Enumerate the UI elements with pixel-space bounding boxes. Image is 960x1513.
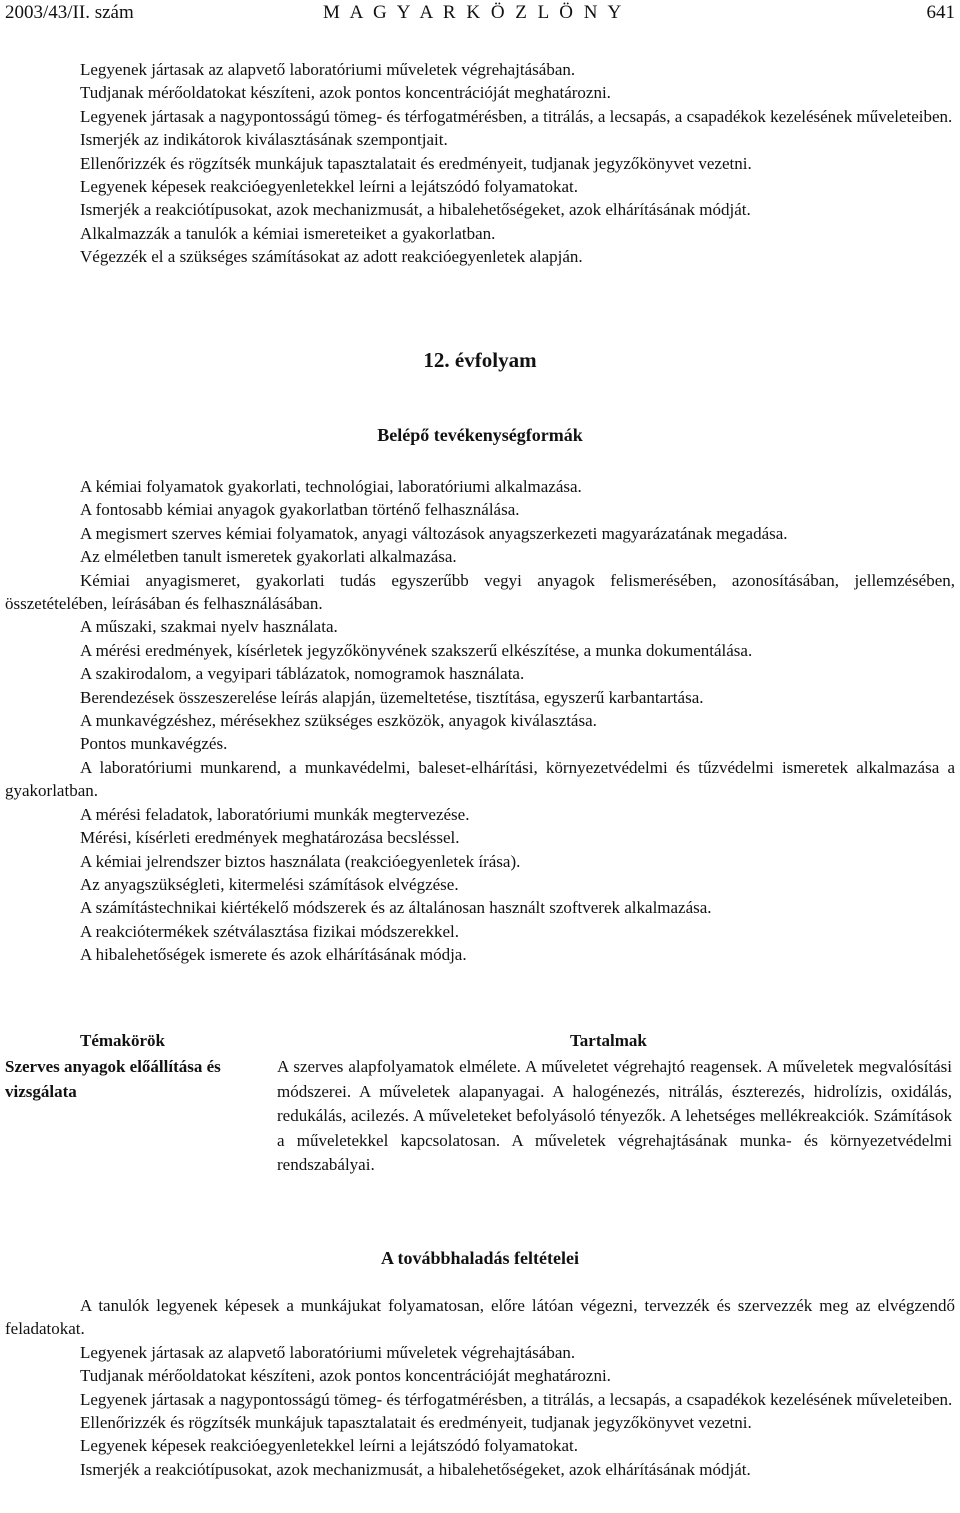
paragraph: A tanulók legyenek képesek a munkájukat folyamatosan, előre látóan végezni, tervezzék és szervezzék meg az elvégzendő feladatokat. <box>5 1296 955 1339</box>
journal-title: M A G Y A R K Ö Z L Ö N Y <box>323 2 625 23</box>
paragraph: A mérési feladatok, laboratóriumi munkák megtervezése. <box>80 804 470 824</box>
requirements-list-2 <box>5 1294 955 1481</box>
paragraph: A laboratóriumi munkarend, a munkavédelmi, baleset-elhárítási, környezetvédelmi és tűzvédelmi ismeretek alkalmazása a gyakorlatban. <box>5 757 955 801</box>
topics-column-header: Témakörök <box>80 1031 165 1050</box>
paragraph: Mérési, kísérleti eredmények meghatározása becsléssel. <box>80 828 460 848</box>
paragraph: A reakciótermékek szétválasztása fizikai módszerekkel. <box>80 921 460 941</box>
paragraph: Pontos munkavégzés. <box>80 734 228 754</box>
issue-number: 2003/43/II. szám <box>5 2 134 23</box>
advancement-heading: A továbbhaladás feltételei <box>381 1248 579 1268</box>
paragraph: Alkalmazzák a tanulók a kémiai ismereteiket a gyakorlatban. <box>80 223 496 243</box>
paragraph: Legyenek jártasak a nagypontosságú tömeg- és térfogatmérésben, a titrálás, a lecsapás, a csapadékok kezelésének műveleteiben. <box>80 106 953 126</box>
contents-column-header: Tartalmak <box>570 1031 647 1050</box>
paragraph: Ismerjék a reakciótípusokat, azok mechanizmusát, a hibalehetőségeket, azok elhárításának módját. <box>80 1459 751 1479</box>
paragraph: Az elméletben tanult ismeretek gyakorlati alkalmazása. <box>80 547 457 567</box>
entry-activities-heading: Belépő tevékenységformák <box>377 425 583 445</box>
content-cell: A szerves alapfolyamatok elmélete. A műveletet végrehajtó reagensek. A műveletek megvalósítási módszerei. A műveletek alapanyagai. A halogénezés, nitrálás, észterezés, hidrolízis, oxidálás, redukálás, acilezés. A műveleteket befolyásoló tényezők. A lehetséges mellékreakciók. Számítások a műveletekkel kapcsolatosan. A műveletek végrehajtásának munka- és környezetvédelmi rendszabályai. <box>277 1057 952 1174</box>
paragraph: Legyenek képesek reakcióegyenletekkel leírni a lejátszódó folyamatokat. <box>80 177 578 197</box>
topic-cell: Szerves anyagok előállítása és vizsgálata <box>5 1057 221 1101</box>
paragraph: A kémiai jelrendszer biztos használata (reakcióegyenletek írása). <box>80 851 521 871</box>
paragraph: Legyenek jártasak az alapvető laboratóriumi műveletek végrehajtásában. <box>80 1342 576 1362</box>
paragraph: Ellenőrizzék és rögzítsék munkájuk tapasztalatait és eredményeit, tudjanak jegyzőkönyvet vezetni. <box>80 1413 752 1433</box>
grade-heading: 12. évfolyam <box>423 348 537 372</box>
paragraph: Legyenek képesek reakcióegyenletekkel leírni a lejátszódó folyamatokat. <box>80 1436 578 1456</box>
paragraph: Ismerjék a reakciótípusokat, azok mechanizmusát, a hibalehetőségeket, azok elhárításának módját. <box>80 200 751 220</box>
paragraph: Tudjanak mérőoldatokat készíteni, azok pontos koncentrációját meghatározni. <box>80 83 611 103</box>
paragraph: A számítástechnikai kiértékelő módszerek és az általánosan használt szoftverek alkalmazása. <box>80 898 712 918</box>
paragraph: Berendezések összeszerelése leírás alapján, üzemeltetése, tisztítása, egyszerű karbantartása. <box>80 687 704 707</box>
page-number: 641 <box>926 2 955 23</box>
paragraph: Tudjanak mérőoldatokat készíteni, azok pontos koncentrációját meghatározni. <box>80 1366 611 1386</box>
activities-list <box>5 475 955 967</box>
paragraph: A megismert szerves kémiai folyamatok, anyagi változások anyagszerkezeti magyarázatának megadása. <box>80 523 788 543</box>
paragraph: Kémiai anyagismeret, gyakorlati tudás egyszerűbb vegyi anyagok felismerésében, azonosításában, jellemzésében, összetételében, leírásában és felhasználásában. <box>5 570 955 614</box>
paragraph: Legyenek jártasak az alapvető laboratóriumi műveletek végrehajtásában. <box>80 60 576 79</box>
requirements-list-1 <box>5 58 955 269</box>
paragraph: Ismerjék az indikátorok kiválasztásának szempontjait. <box>80 130 448 150</box>
paragraph: A kémiai folyamatok gyakorlati, technológiai, laboratóriumi alkalmazása. <box>80 477 582 496</box>
page-header <box>5 2 955 28</box>
paragraph: Végezzék el a szükséges számításokat az adott reakcióegyenletek alapján. <box>80 247 583 267</box>
paragraph: A fontosabb kémiai anyagok gyakorlatban történő felhasználása. <box>80 500 520 520</box>
paragraph: A mérési eredmények, kísérletek jegyzőkönyvének szakszerű elkészítése, a munka dokumentálása. <box>80 640 753 660</box>
paragraph: A hibalehetőségek ismerete és azok elhárításának módja. <box>80 945 467 965</box>
paragraph: A szakirodalom, a vegyipari táblázatok, nomogramok használata. <box>80 664 525 684</box>
paragraph: Az anyagszükségleti, kitermelési számítások elvégzése. <box>80 874 459 894</box>
paragraph: Legyenek jártasak a nagypontosságú tömeg- és térfogatmérésben, a titrálás, a lecsapás, a csapadékok kezelésének műveleteiben. <box>80 1389 953 1409</box>
paragraph: A műszaki, szakmai nyelv használata. <box>80 617 338 637</box>
paragraph: A munkavégzéshez, mérésekhez szükséges eszközök, anyagok kiválasztása. <box>80 711 597 731</box>
paragraph: Ellenőrizzék és rögzítsék munkájuk tapasztalatait és eredményeit, tudjanak jegyzőkönyvet vezetni. <box>80 153 752 173</box>
